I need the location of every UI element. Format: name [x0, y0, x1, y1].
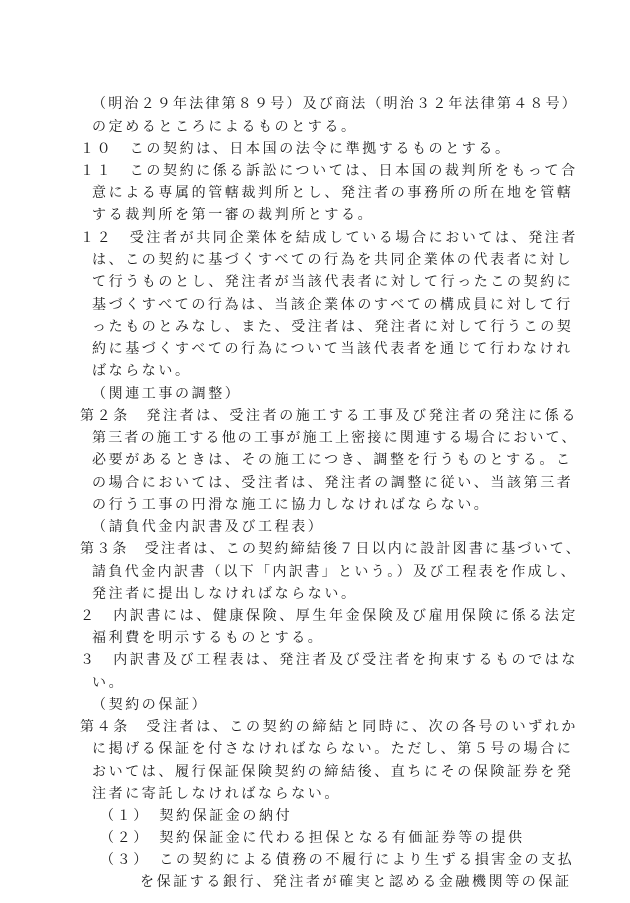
text-line: 注者に寄託しなければならない。	[92, 786, 341, 802]
text-line: する裁判所を第一審の裁判所とする。	[92, 207, 375, 223]
text-line: 請負代金内訳書（以下「内訳書」という。）及び工程表を作成し、	[92, 564, 577, 580]
section-heading: （契約の保証）	[92, 697, 209, 713]
list-item-1: （１） 契約保証金の納付	[100, 808, 293, 824]
text-line: ったものとみなし、また、受注者は、発注者に対して行うこの契	[92, 319, 574, 335]
text-line: ばならない。	[92, 363, 192, 379]
text-line: 第三者の施工する他の工事が施工上密接に関連する場合において、	[92, 430, 578, 446]
text-line: て行うものとし、発注者が当該代表者に対して行ったこの契約に	[92, 274, 574, 290]
section-heading: （関連工事の調整）	[92, 386, 242, 402]
text-line: （明治２９年法律第８９号）及び商法（明治３２年法律第４８号）	[92, 96, 578, 112]
text-line: を保証する銀行、発注者が確実と認める金融機関等の保証	[140, 874, 572, 890]
article-4: 第４条 受注者は、この契約の締結と同時に、次の各号のいずれか	[80, 719, 578, 735]
text-line: 発注者に提出しなければならない。	[92, 586, 358, 602]
text-line: 約に基づくすべての行為について当該代表者を通じて行わなけれ	[92, 341, 573, 357]
text-line: 基づくすべての行為は、当該企業体のすべての構成員に対して行	[92, 297, 573, 313]
text-line: 福利費を明示するものとする。	[92, 630, 325, 646]
text-line: の場合においては、受注者は、発注者の調整に従い、当該第三者	[92, 475, 574, 491]
text-line: に掲げる保証を付さなければならない。ただし、第５号の場合に	[92, 741, 574, 757]
text-line: 意による専属的管轄裁判所とし、発注者の事務所の所在地を管轄	[92, 185, 574, 201]
text-line: い。	[92, 675, 126, 691]
text-line: は、この契約に基づくすべての行為を共同企業体の代表者に対し	[92, 252, 574, 268]
list-item-3: （３） この契約による債務の不履行により生ずる損害金の支払	[100, 852, 575, 868]
section-heading: （請負代金内訳書及び工程表）	[92, 519, 325, 535]
clause-12: １２ 受注者が共同企業体を結成している場合においては、発注者	[80, 230, 578, 246]
paragraph-3: ３ 内訳書及び工程表は、発注者及び受注者を拘束するものではな	[80, 652, 578, 668]
list-item-2: （２） 契約保証金に代わる担保となる有価証券等の提供	[100, 830, 525, 846]
text-line: の行う工事の円滑な施工に協力しなければならない。	[92, 497, 491, 513]
clause-11: １１ この契約に係る訴訟については、日本国の裁判所をもって合	[80, 163, 578, 179]
article-3: 第３条 受注者は、この契約締結後７日以内に設計図書に基づいて、	[80, 541, 582, 557]
text-line: の定めるところによるものとする。	[92, 119, 358, 135]
text-line: おいては、履行保証保険契約の締結後、直ちにその保険証券を発	[92, 764, 574, 780]
clause-10: １０ この契約は、日本国の法令に準拠するものとする。	[80, 141, 512, 157]
paragraph-2: ２ 内訳書には、健康保険、厚生年金保険及び雇用保険に係る法定	[80, 608, 578, 624]
text-line: 必要があるときは、その施工につき、調整を行うものとする。こ	[92, 452, 573, 468]
article-2: 第２条 発注者は、受注者の施工する工事及び発注者の発注に係る	[80, 408, 578, 424]
